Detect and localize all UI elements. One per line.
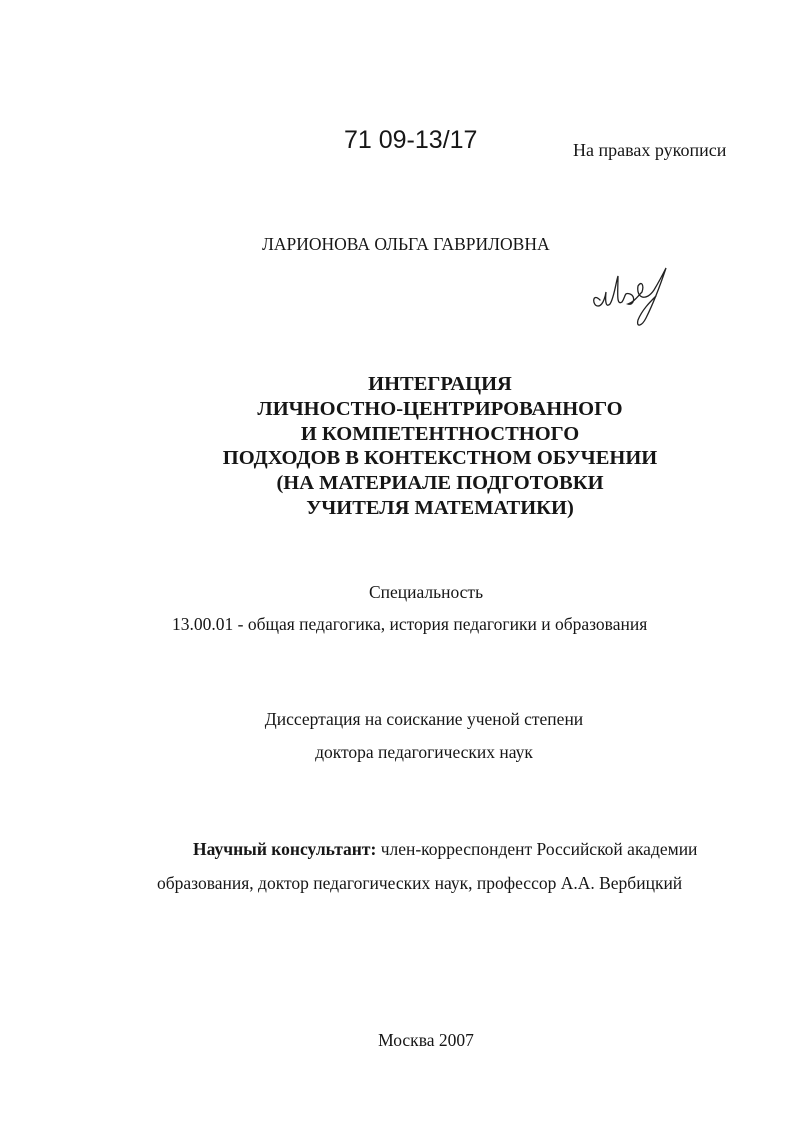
degree-line-1: Диссертация на соискание ученой степени	[264, 709, 584, 729]
consultant-line-2: образования, доктор педагогических наук, профессор А.А. Вербицкий	[157, 873, 683, 893]
specialty-label: Специальность	[368, 582, 484, 602]
signature	[590, 262, 685, 337]
title-line: ЛИЧНОСТНО-ЦЕНТРИРОВАННОГО	[257, 397, 623, 420]
consultant-line-1	[193, 839, 697, 860]
title-line: УЧИТЕЛЯ МАТЕМАТИКИ)	[306, 496, 574, 519]
consultant-text: член-корреспондент Российской академии	[376, 839, 698, 859]
title-line: ПОДХОДОВ В КОНТЕКСТНОМ ОБУЧЕНИИ	[222, 447, 658, 470]
city-year: Москва 2007	[378, 1030, 474, 1050]
dissertation-title	[0, 372, 793, 521]
specialty-value: 13.00.01 - общая педагогика, история педагогики и образования	[172, 614, 648, 634]
title-line: (НА МАТЕРИАЛЕ ПОДГОТОВКИ	[276, 472, 604, 495]
title-line: И КОМПЕТЕНТНОСТНОГО	[300, 422, 580, 445]
registry-number: 71 09-13/17	[344, 126, 478, 154]
title-line: ИНТЕГРАЦИЯ	[368, 373, 512, 395]
degree-line-2: доктора педагогических наук	[315, 742, 533, 762]
rights-note: На правах рукописи	[573, 140, 727, 160]
author-name: ЛАРИОНОВА ОЛЬГА ГАВРИЛОВНА	[262, 234, 550, 254]
consultant-label: Научный консультант:	[193, 839, 377, 859]
